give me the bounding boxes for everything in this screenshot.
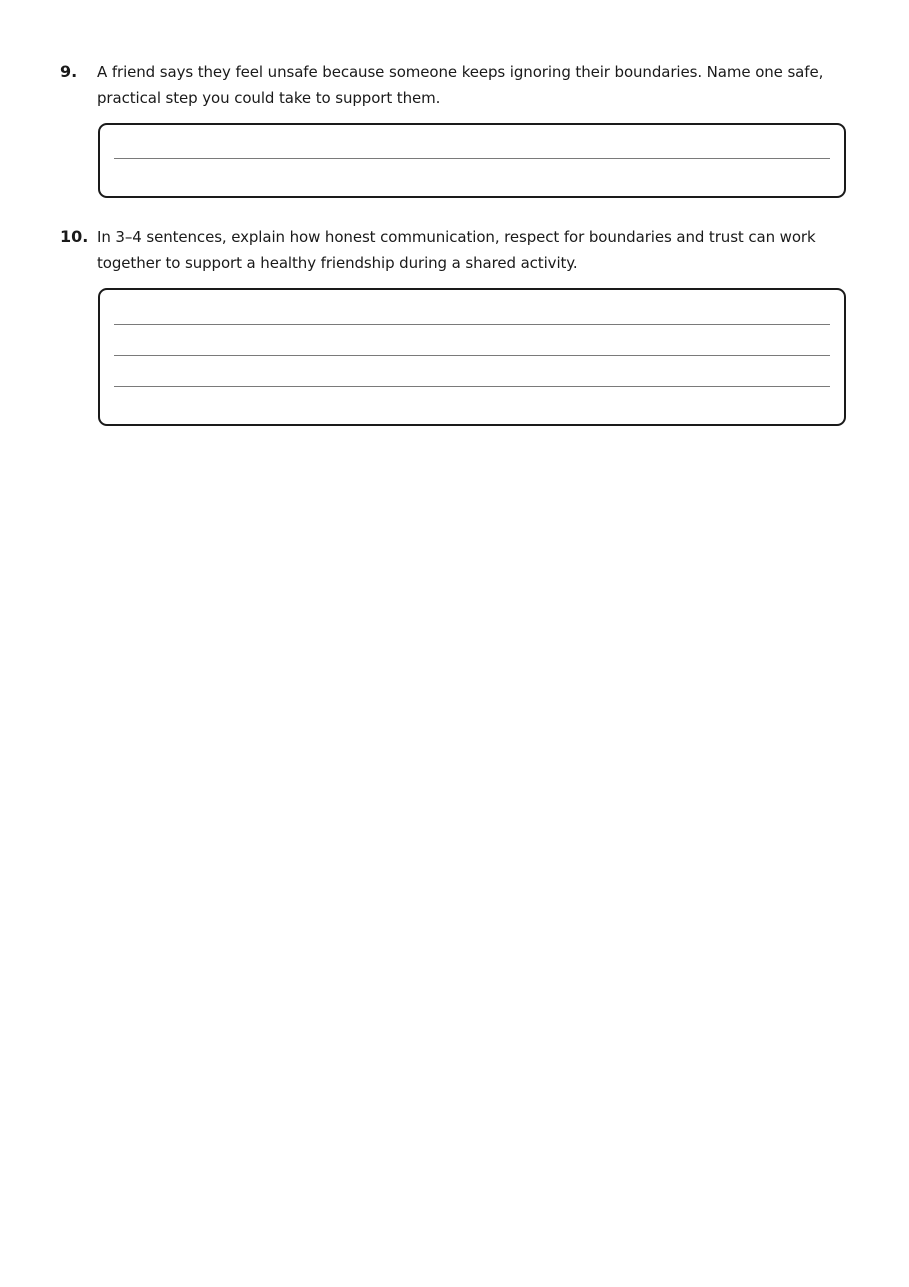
answer-box-9[interactable]	[98, 123, 846, 198]
question-text: A friend says they feel unsafe because someone keeps ignoring their boundaries. Name one safe, practical step you could take to support them.	[97, 63, 824, 107]
question-number: 10.	[60, 227, 89, 246]
answer-box-10[interactable]	[98, 288, 846, 426]
question-10	[60, 224, 850, 426]
answer-line	[114, 386, 830, 387]
question-10-prompt	[60, 224, 850, 276]
answer-line	[114, 158, 830, 159]
answer-line	[114, 324, 830, 325]
question-text: In 3–4 sentences, explain how honest communication, respect for boundaries and trust can work together to support a healthy friendship during a shared activity.	[97, 228, 816, 272]
question-number: 9.	[60, 62, 78, 81]
question-9-prompt	[60, 59, 850, 111]
answer-line	[114, 355, 830, 356]
question-9	[60, 59, 850, 198]
